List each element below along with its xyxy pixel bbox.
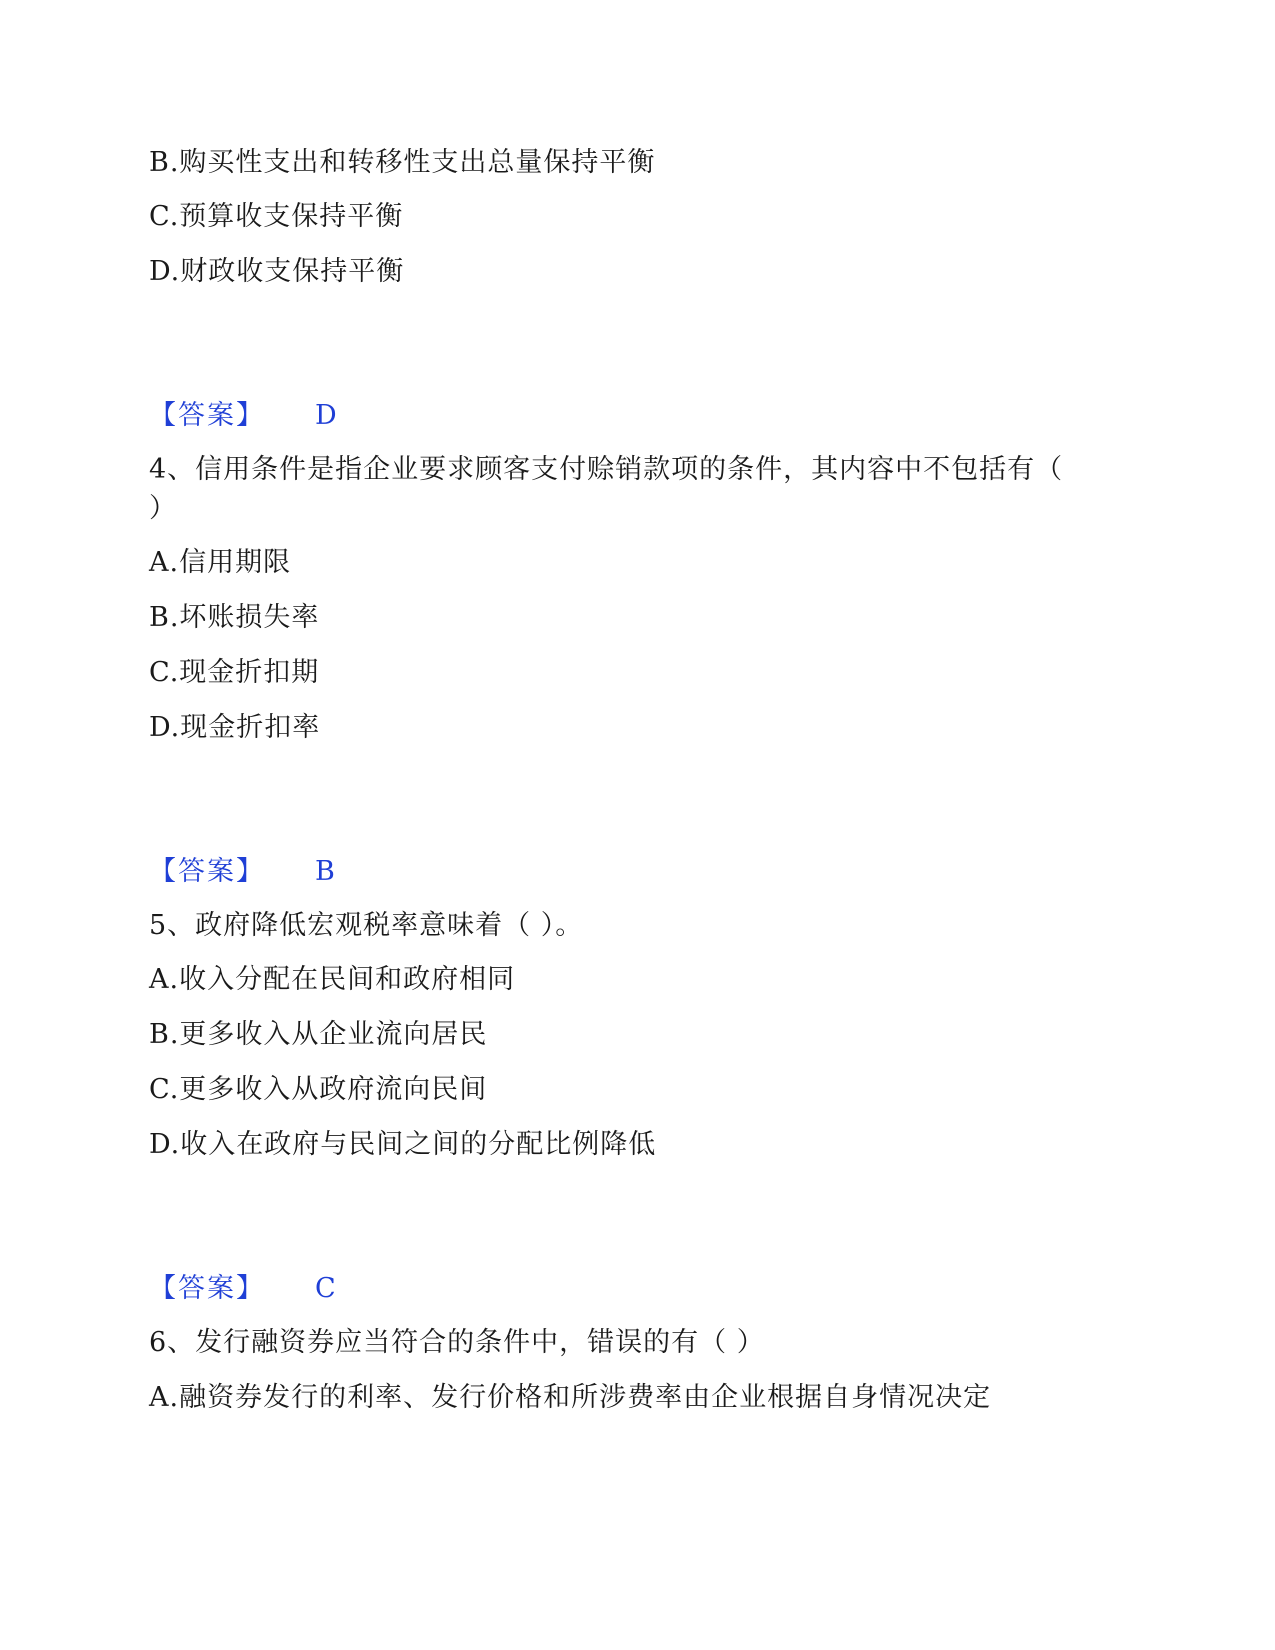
q3-option-c: C.预算收支保持平衡 — [149, 201, 404, 232]
answer-label: 【答案】 — [149, 856, 265, 887]
q4-option-c: C.现金折扣期 — [149, 657, 320, 688]
q3-answer — [149, 399, 338, 433]
answer-value: D — [315, 400, 338, 431]
q4-stem-line1: 4、信用条件是指企业要求顾客支付赊销款项的条件，其内容中不包括有（ — [149, 454, 1064, 485]
q6-stem: 6、发行融资券应当符合的条件中，错误的有（ ） — [149, 1327, 765, 1358]
answer-label: 【答案】 — [149, 1273, 265, 1304]
q3-option-d: D.财政收支保持平衡 — [149, 256, 405, 287]
q5-option-d: D.收入在政府与民间之间的分配比例降低 — [149, 1129, 657, 1160]
answer-value: B — [315, 856, 336, 887]
q4-option-b: B.坏账损失率 — [149, 602, 320, 633]
q4-answer — [149, 855, 336, 889]
q4-option-a: A.信用期限 — [149, 547, 292, 578]
q5-option-c: C.更多收入从政府流向民间 — [149, 1074, 488, 1105]
q5-option-a: A.收入分配在民间和政府相同 — [149, 964, 516, 995]
q4-option-d: D.现金折扣率 — [149, 712, 321, 743]
q5-stem: 5、政府降低宏观税率意味着（ ）。 — [149, 910, 584, 941]
answer-value: C — [315, 1273, 337, 1304]
q5-answer — [149, 1272, 337, 1306]
q3-option-b: B.购买性支出和转移性支出总量保持平衡 — [149, 147, 656, 178]
q4-stem-line2: ） — [149, 493, 177, 524]
q6-option-a: A.融资券发行的利率、发行价格和所涉费率由企业根据自身情况决定 — [149, 1382, 992, 1413]
q5-option-b: B.更多收入从企业流向居民 — [149, 1019, 488, 1050]
answer-label: 【答案】 — [149, 400, 265, 431]
